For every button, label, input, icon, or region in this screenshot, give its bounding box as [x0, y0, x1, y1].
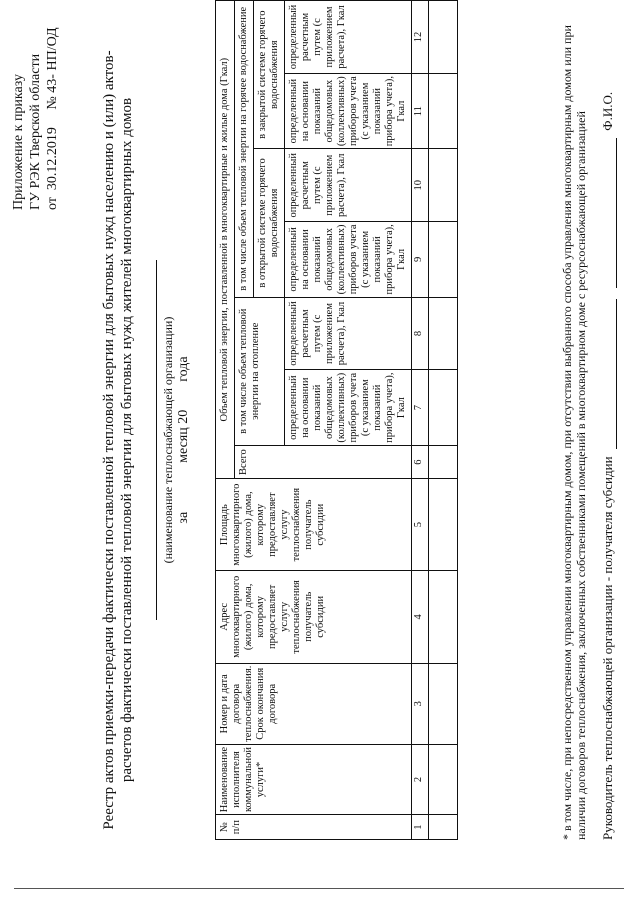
period-line [176, 0, 192, 880]
attachment-number: № 43- НП/ОД [45, 27, 60, 110]
attachment-line-3 [44, 27, 61, 210]
page-edge-divider [14, 888, 624, 889]
table-cell [429, 663, 458, 744]
header-hotwater: в том числе объем тепловой энергии на горячее водоснабжение [235, 1, 254, 298]
header-open-meter: определенный на основании показаний общедомовых (коллективных) приборов учета (с указанием показаний прибора учета), Гкал [285, 222, 412, 297]
attachment-date: 30.12.2019 [45, 127, 60, 191]
header-address: Адрес многоквартирного (жилого) дома, которому предоставляет услугу теплоснабжения получатель субсидии [216, 570, 412, 663]
table-cell [429, 479, 458, 571]
attachment-header [10, 27, 61, 210]
table-cell [429, 445, 458, 478]
header-heating-meter: определенный на основании показаний общедомовых (коллективных) приборов учета (с указанием показаний прибора учета), Гкал [285, 370, 412, 445]
table-cell [429, 149, 458, 222]
period-suffix: года [176, 356, 191, 382]
organization-line [140, 260, 157, 620]
period-prefix: за [176, 511, 191, 524]
registry-table [215, 0, 458, 840]
organization-field [140, 0, 176, 880]
attachment-date-prefix: от [45, 197, 60, 210]
table-row [429, 1, 458, 840]
signature-line [600, 10, 617, 840]
header-total: Всего [235, 445, 412, 478]
table-cell [429, 815, 458, 840]
column-number: 11 [412, 73, 429, 148]
column-number: 6 [412, 445, 429, 478]
attachment-line-1: Приложение к приказу [11, 74, 26, 210]
table-cell [429, 73, 458, 148]
header-closed-meter: определенный на основании показаний общедомовых (коллективных) приборов учета (с указанием показаний прибора учета), Гкал [285, 73, 412, 148]
signature-label: Руководитель теплоснабжающей организации - получателя субсидии [600, 456, 615, 840]
footnote: * в том числе, при непосредственном управлении многоквартирным домом, при отсутствии выбранного способа управления многоквартирным домом или при наличии договоров теплоснабжения, заключенных собственниками помещений в многоквартирном доме с ресурсоснабжающей организацией [560, 25, 588, 840]
column-number: 2 [412, 744, 429, 814]
header-open-system: в открытой системе горячего водоснабжения [254, 149, 285, 297]
column-number: 3 [412, 663, 429, 744]
table-cell [429, 570, 458, 663]
header-num: № п/п [216, 815, 412, 840]
document-title [100, 0, 136, 880]
header-closed-calc: определенный расчетным путем (с приложением расчета), Гкал [285, 1, 412, 74]
organization-caption: (наименование теплоснабжающей организации) [161, 316, 175, 564]
header-contract: Номер и дата договора теплоснабжения. Срок окончания договора [216, 663, 412, 744]
table-cell [429, 1, 458, 74]
table-cell [429, 297, 458, 370]
column-number: 12 [412, 1, 429, 74]
header-closed-system: в закрытой системе горячего водоснабжения [254, 1, 285, 149]
period-month: месяц 20 [176, 409, 191, 463]
signature-blank [600, 299, 617, 449]
column-number: 1 [412, 815, 429, 840]
column-number: 5 [412, 479, 429, 571]
column-number-row [412, 1, 429, 840]
table-cell [429, 744, 458, 814]
table-cell [429, 370, 458, 445]
header-heating: в том числе объем тепловой энергии на отопление [235, 297, 285, 445]
column-number: 10 [412, 149, 429, 222]
column-number: 8 [412, 297, 429, 370]
title-line-2: расчетов фактически поставленной тепловой энергии для бытовых нужд жителей многоквартирных домов [119, 97, 135, 783]
attachment-line-2: ГУ РЭК Тверской области [28, 53, 43, 210]
column-number: 4 [412, 570, 429, 663]
table-cell [429, 222, 458, 297]
header-heating-calc: определенный расчетным путем (с приложением расчета), Гкал [285, 297, 412, 370]
column-number: 9 [412, 222, 429, 297]
header-area: Площадь многоквартирного (жилого) дома, которому предоставляет услугу теплоснабжения получатель субсидии [216, 479, 412, 571]
signature-fio: Ф.И.О. [600, 91, 615, 131]
header-name: Наименование исполнителя коммунальной услуги* [216, 744, 412, 814]
header-volume: Объем тепловой энергии, поставленной в многоквартирные и жилые дома (Гкал) [216, 1, 235, 479]
column-number: 7 [412, 370, 429, 445]
fio-blank [600, 138, 617, 288]
title-line-1: Реестр актов приемки-передачи фактически поставленной тепловой энергии для бытовых нужд населению и (или) актов- [101, 50, 117, 830]
header-open-calc: определенный расчетным путем (с приложением расчета), Гкал [285, 149, 412, 222]
